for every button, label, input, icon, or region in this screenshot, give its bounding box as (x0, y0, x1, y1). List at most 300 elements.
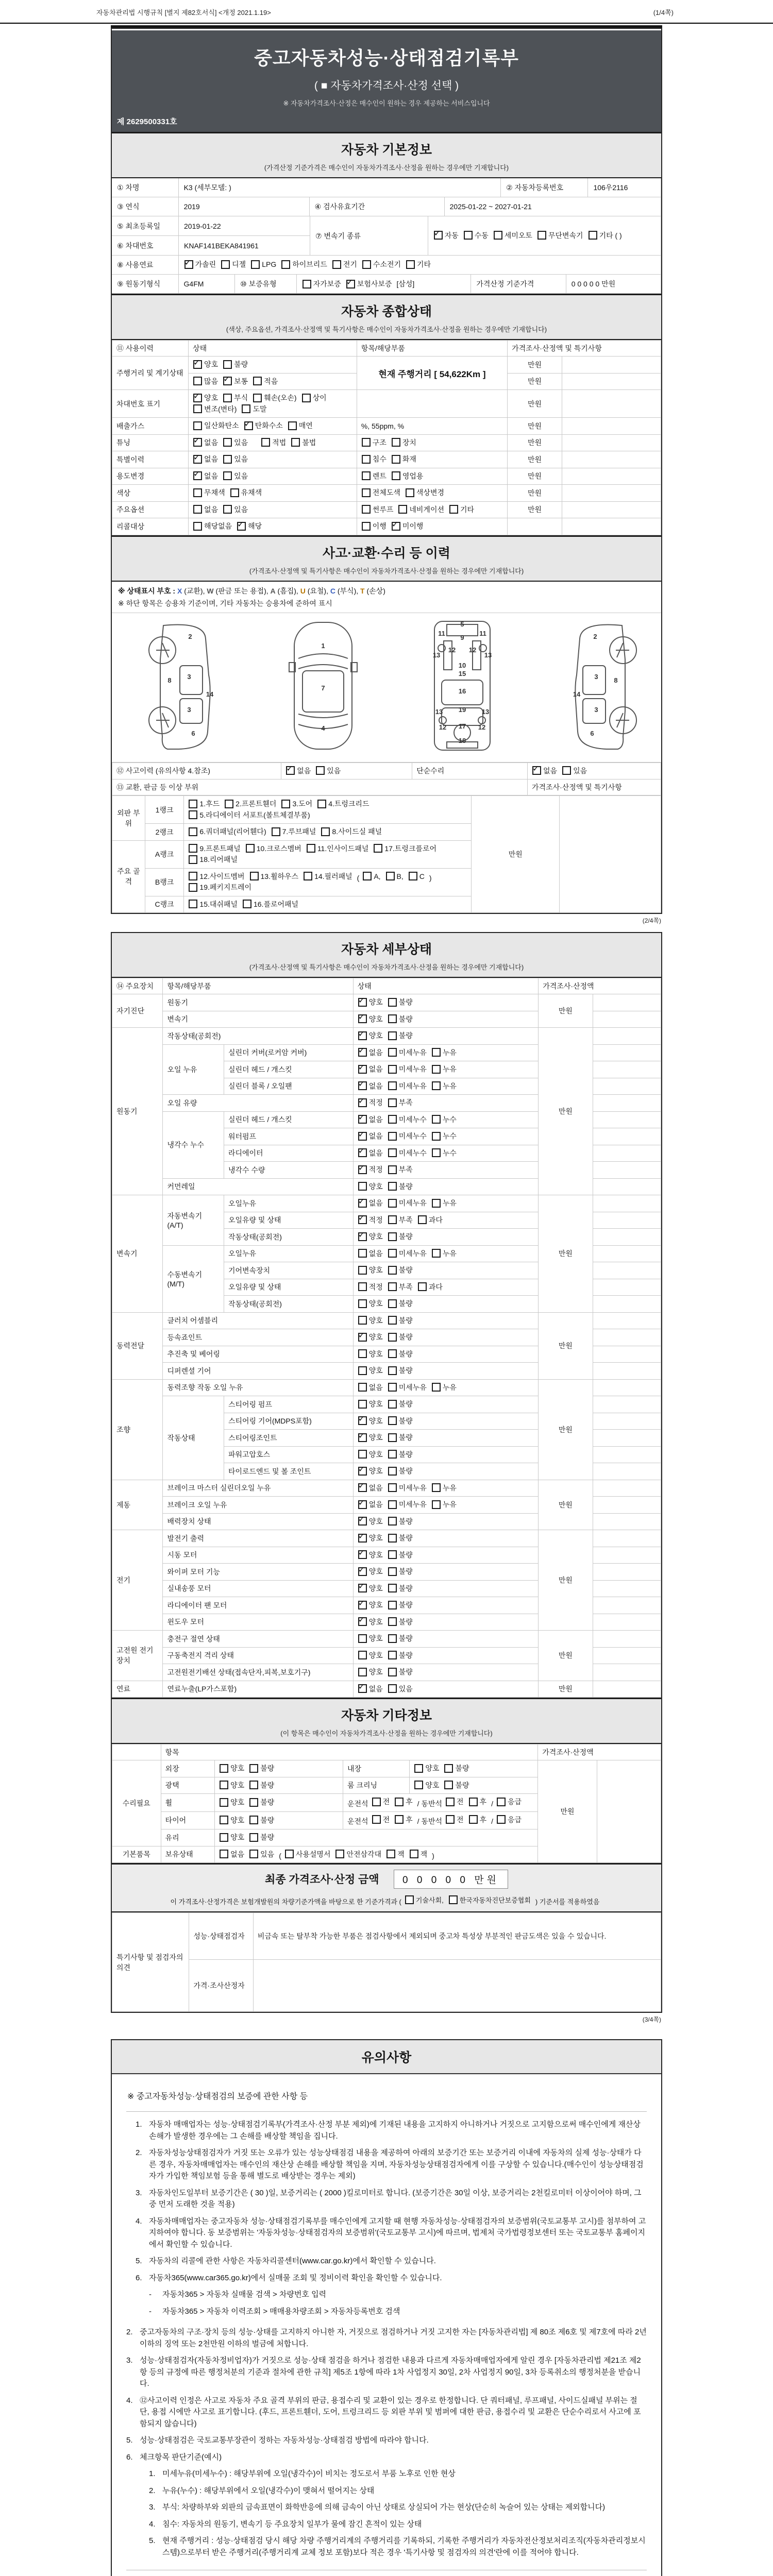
checkbox[interactable] (444, 1781, 453, 1789)
checkbox[interactable] (406, 488, 414, 497)
checkbox[interactable] (358, 1366, 367, 1375)
checkbox[interactable] (537, 231, 546, 240)
parts-cell (184, 824, 472, 841)
checkbox[interactable] (362, 438, 371, 447)
checkbox[interactable] (272, 827, 280, 836)
option-label: 가솔린 (195, 260, 216, 269)
checkbox[interactable] (388, 1601, 397, 1609)
checkbox[interactable] (388, 1132, 397, 1141)
checkbox[interactable] (335, 1850, 344, 1858)
checkbox[interactable] (444, 1764, 453, 1773)
checkbox[interactable] (193, 360, 202, 369)
checkbox[interactable] (388, 1500, 397, 1509)
checkbox[interactable] (386, 872, 395, 880)
option-label: 미세누유 (398, 1500, 427, 1509)
checkbox[interactable] (281, 260, 290, 269)
checkbox[interactable] (388, 1366, 397, 1375)
item-label: 충전구 절연 상태 (163, 1631, 353, 1648)
diagram-part-number: 12 (448, 646, 456, 654)
checkbox[interactable] (449, 505, 458, 514)
checkbox[interactable] (249, 1816, 258, 1824)
option-group (193, 471, 253, 482)
rank-label: B랭크 (145, 868, 184, 896)
checkbox[interactable] (464, 231, 473, 240)
option-label: 없음 (368, 1383, 383, 1392)
checkbox[interactable] (358, 1483, 367, 1492)
checkbox[interactable] (388, 1567, 397, 1576)
option-label: 있음 (260, 1850, 275, 1858)
notice-item: 2. 중고자동차의 구조·장치 등의 성능·상태를 고지하지 아니한 자, 거짓으로 점검하거나 거짓 고지한 자는 [자동차관리법] 제 80조 제6호 및 제7호에 따라 2년 이하의 징역 또는 2천만원 이하의 벌금에 처합니다. (126, 2328, 647, 2348)
checkbox[interactable] (317, 800, 326, 808)
item-label: 고전원전기배선 상태(접속단자,피복,보호기구) (163, 1664, 353, 1681)
checkbox[interactable] (434, 231, 443, 240)
checkbox[interactable] (193, 455, 202, 464)
checkbox[interactable] (244, 421, 253, 430)
checkbox[interactable] (388, 1333, 397, 1342)
checkbox[interactable] (223, 471, 232, 480)
checkbox[interactable] (358, 1584, 367, 1592)
checkbox[interactable] (358, 1383, 367, 1392)
checkbox[interactable] (220, 1798, 228, 1807)
legend-token: (요철), (305, 586, 330, 595)
checkbox[interactable] (189, 872, 197, 880)
checkbox[interactable] (358, 1148, 367, 1157)
checkbox[interactable] (372, 1815, 381, 1824)
option-label: 후 (406, 1815, 413, 1824)
checkbox[interactable] (358, 1215, 367, 1224)
checkbox[interactable] (405, 1895, 414, 1904)
checkbox[interactable] (469, 1798, 478, 1806)
status-mark-legend (112, 582, 661, 613)
checkbox[interactable] (251, 260, 260, 269)
checkbox[interactable] (388, 1684, 397, 1693)
checkbox[interactable] (388, 1584, 397, 1592)
checkbox[interactable] (358, 1115, 367, 1124)
checkbox[interactable] (388, 1282, 397, 1291)
option-양호 (219, 1797, 244, 1807)
checkbox[interactable] (388, 1400, 397, 1409)
checkbox[interactable] (189, 855, 197, 864)
checkbox[interactable] (358, 1065, 367, 1074)
checkbox[interactable] (193, 438, 202, 447)
checkbox[interactable] (388, 1416, 397, 1425)
option-없음 (358, 1483, 383, 1493)
checkbox[interactable] (388, 1249, 397, 1258)
checkbox[interactable] (358, 1081, 367, 1090)
checkbox[interactable] (362, 522, 371, 531)
checkbox[interactable] (432, 1081, 441, 1090)
checkbox[interactable] (372, 1798, 381, 1806)
parts-cell (184, 868, 472, 896)
checkbox[interactable] (398, 505, 407, 514)
checkbox[interactable] (288, 421, 297, 430)
checkbox[interactable] (388, 1433, 397, 1442)
checkbox[interactable] (392, 471, 400, 480)
option-label: 미세누유 (398, 1199, 427, 1207)
option-화재 (391, 454, 416, 464)
checkbox[interactable] (388, 1383, 397, 1392)
checkbox[interactable] (358, 1400, 367, 1409)
checkbox[interactable] (388, 1215, 397, 1224)
option-누유 (431, 1248, 457, 1259)
checkbox[interactable] (184, 260, 193, 269)
checkbox[interactable] (409, 872, 417, 880)
field-label: ⑧ 사용연료 (112, 256, 179, 275)
checkbox[interactable] (193, 505, 202, 514)
checkbox[interactable] (358, 1316, 367, 1325)
column-header: ⑪ 사용이력 (112, 341, 189, 357)
option-불량 (249, 1797, 274, 1807)
option-없음 (358, 1684, 383, 1694)
checkbox[interactable] (237, 522, 246, 531)
checkbox[interactable] (358, 1534, 367, 1543)
checkbox[interactable] (346, 280, 355, 289)
checkbox[interactable] (497, 1798, 506, 1806)
option-미세누유 (388, 1081, 427, 1091)
option-label: 구조 (372, 438, 386, 447)
option-양호 (358, 1449, 383, 1460)
rank-label: 1랭크 (145, 796, 184, 824)
note-cell (562, 434, 661, 451)
checkbox[interactable] (358, 1232, 367, 1241)
item-label: 파워고압호스 (224, 1446, 353, 1463)
checkbox[interactable] (388, 1065, 397, 1074)
checkbox[interactable] (358, 1266, 367, 1275)
checkbox[interactable] (388, 1634, 397, 1643)
checkbox[interactable] (388, 1651, 397, 1659)
checkbox[interactable] (285, 1850, 294, 1858)
checkbox[interactable] (388, 1534, 397, 1543)
checkbox[interactable] (388, 1048, 397, 1057)
checkbox[interactable] (388, 1232, 397, 1241)
checkbox[interactable] (432, 1065, 441, 1074)
checkbox[interactable] (243, 900, 251, 908)
base-price-value: 0 0 0 0 0 만원 (566, 275, 661, 294)
option-group (358, 1265, 417, 1276)
option-group (361, 487, 449, 499)
checkbox[interactable] (388, 1668, 397, 1676)
checkbox[interactable] (253, 377, 262, 385)
option-불량 (388, 1449, 413, 1460)
checkbox[interactable] (316, 766, 325, 775)
checkbox[interactable] (388, 1517, 397, 1526)
checkbox[interactable] (363, 872, 372, 880)
checkbox[interactable] (304, 872, 312, 880)
warranty-options (297, 275, 472, 294)
checkbox[interactable] (388, 1483, 397, 1492)
checkbox[interactable] (432, 1483, 441, 1492)
checkbox[interactable] (362, 471, 371, 480)
checkbox[interactable] (358, 1684, 367, 1693)
checkbox[interactable] (388, 1115, 397, 1124)
checkbox[interactable] (497, 1815, 506, 1824)
option-label: 양호 (368, 1031, 383, 1040)
option-5.라디에이터 서포트(볼트체결부품) (188, 810, 310, 820)
option-양호 (358, 1566, 383, 1577)
option-group (358, 1315, 417, 1327)
checkbox[interactable] (249, 1781, 258, 1789)
checkbox[interactable] (249, 1833, 258, 1842)
checkbox[interactable] (358, 1249, 367, 1258)
checkbox[interactable] (249, 1798, 258, 1807)
option-label: 불량 (260, 1781, 275, 1789)
option-label: 없음 (297, 766, 311, 775)
checkbox[interactable] (193, 488, 202, 497)
checkbox[interactable] (589, 231, 597, 240)
checkbox[interactable] (253, 394, 262, 402)
option-group (358, 1231, 417, 1243)
note-cell (593, 1162, 661, 1179)
checkbox[interactable] (388, 1550, 397, 1559)
option-기타 (406, 259, 431, 269)
checkbox[interactable] (261, 438, 270, 447)
checkbox[interactable] (358, 1165, 367, 1174)
checkbox[interactable] (388, 1299, 397, 1308)
checkbox[interactable] (358, 1199, 367, 1208)
checkbox[interactable] (388, 998, 397, 1007)
checkbox[interactable] (432, 1500, 441, 1509)
checkbox[interactable] (246, 844, 255, 853)
price-cell: 만원 (539, 994, 593, 1028)
checkbox[interactable] (321, 827, 330, 836)
checkbox[interactable] (362, 488, 371, 497)
checkbox[interactable] (388, 1450, 397, 1459)
option-label: 부족 (398, 1282, 413, 1291)
checkbox[interactable] (302, 394, 311, 402)
checkbox[interactable] (220, 1850, 228, 1858)
checkbox[interactable] (189, 900, 197, 908)
checkbox[interactable] (358, 1282, 367, 1291)
checkbox[interactable] (388, 1349, 397, 1358)
checkbox[interactable] (388, 1467, 397, 1476)
checkbox[interactable] (374, 844, 382, 853)
checkbox[interactable] (358, 1299, 367, 1308)
checkbox[interactable] (223, 505, 232, 514)
checkbox[interactable] (249, 1764, 258, 1773)
checkbox[interactable] (358, 1550, 367, 1559)
checkbox[interactable] (223, 438, 232, 447)
option-label: 양호 (368, 1299, 383, 1308)
checkbox[interactable] (358, 1517, 367, 1526)
checkbox[interactable] (358, 1601, 367, 1609)
diagram-part-number: 8 (614, 676, 618, 684)
checkbox[interactable] (220, 1816, 228, 1824)
checkbox[interactable] (388, 1014, 397, 1023)
checkbox[interactable] (193, 394, 202, 402)
checkbox[interactable] (432, 1383, 441, 1392)
option-group (193, 393, 344, 415)
checkbox[interactable] (358, 1098, 367, 1107)
option-label: 있음 (234, 471, 248, 480)
option-label: 양호 (204, 360, 219, 368)
checkbox[interactable] (362, 505, 371, 514)
price-cell: 만원 (539, 1681, 593, 1698)
form-note: ※ 자동차가격조사·산정은 매수인이 원하는 경우 제공하는 서비스입니다 (283, 99, 490, 107)
checkbox[interactable] (362, 260, 371, 269)
checkbox[interactable] (358, 1031, 367, 1040)
inline-text: / (491, 1799, 493, 1808)
option-label: 디젤 (232, 260, 246, 269)
column-header: 항목/해당부품 (163, 978, 353, 994)
checkbox[interactable] (392, 455, 400, 464)
checkbox[interactable] (220, 1764, 228, 1773)
checkbox[interactable] (223, 455, 232, 464)
checkbox[interactable] (223, 360, 232, 369)
checkbox[interactable] (432, 1048, 441, 1057)
checkbox[interactable] (223, 377, 232, 385)
item-options (215, 1829, 538, 1846)
option-있음 (223, 471, 248, 481)
option-group (358, 1248, 461, 1260)
option-label: 7.루브패널 (282, 827, 316, 836)
checkbox[interactable] (432, 1199, 441, 1208)
checkbox[interactable] (388, 1316, 397, 1325)
checkbox[interactable] (332, 260, 341, 269)
option-불량 (388, 1583, 413, 1594)
checkbox[interactable] (220, 1781, 228, 1789)
option-label: 해당 (248, 522, 262, 530)
option-불량 (388, 1566, 413, 1577)
option-수소전기 (362, 259, 401, 269)
checkbox[interactable] (193, 377, 202, 385)
item-options (215, 1846, 538, 1863)
checkbox[interactable] (221, 260, 230, 269)
checkbox[interactable] (358, 1132, 367, 1141)
checkbox[interactable] (358, 1467, 367, 1476)
checkbox[interactable] (388, 1617, 397, 1626)
checkbox[interactable] (432, 1148, 441, 1157)
rank-label: A랭크 (145, 840, 184, 868)
checkbox[interactable] (189, 883, 197, 892)
checkbox[interactable] (189, 827, 197, 836)
checkbox[interactable] (286, 766, 295, 775)
option-4.트렁크리드 (317, 799, 369, 809)
checkbox[interactable] (358, 1500, 367, 1509)
option-label: 많음 (204, 377, 219, 385)
checkbox[interactable] (562, 766, 571, 775)
checkbox[interactable] (392, 438, 400, 447)
checkbox[interactable] (395, 1798, 404, 1806)
checkbox[interactable] (362, 455, 371, 464)
checkbox[interactable] (432, 1132, 441, 1141)
checkbox[interactable] (410, 1850, 418, 1858)
option-label: 없음 (204, 471, 219, 480)
option-label: 누수 (442, 1132, 457, 1140)
final-price-note (112, 1893, 661, 1912)
checkbox[interactable] (358, 1182, 367, 1191)
checkbox[interactable] (418, 1215, 427, 1224)
checkbox[interactable] (291, 438, 300, 447)
checkbox[interactable] (446, 1798, 455, 1806)
option-label: 누유 (442, 1199, 457, 1207)
checkbox[interactable] (358, 998, 367, 1007)
checkbox[interactable] (414, 1764, 423, 1773)
checkbox[interactable] (220, 1833, 228, 1842)
checkbox[interactable] (358, 1416, 367, 1425)
checkbox[interactable] (388, 1148, 397, 1157)
checkbox[interactable] (392, 522, 400, 531)
checkbox[interactable] (358, 1433, 367, 1442)
checkbox[interactable] (249, 1850, 258, 1858)
checkbox[interactable] (395, 1815, 404, 1824)
option-group (361, 471, 428, 482)
option-group (193, 454, 253, 465)
checkbox[interactable] (432, 1115, 441, 1124)
checkbox[interactable] (303, 280, 311, 289)
checkbox[interactable] (189, 810, 197, 819)
option-label: 누유 (442, 1383, 457, 1392)
option-label: 양호 (368, 1182, 383, 1191)
checkbox[interactable] (449, 1895, 458, 1904)
checkbox[interactable] (193, 471, 202, 480)
checkbox[interactable] (432, 1249, 441, 1258)
checkbox[interactable] (281, 800, 290, 808)
price-note-header: 가격조사·산정액 및 특기사항 (528, 779, 661, 795)
checkbox[interactable] (388, 1182, 397, 1191)
checkbox[interactable] (358, 1634, 367, 1643)
checkbox[interactable] (414, 1781, 423, 1789)
checkbox[interactable] (358, 1567, 367, 1576)
checkbox[interactable] (388, 1098, 397, 1107)
checkbox[interactable] (494, 231, 502, 240)
checkbox[interactable] (250, 872, 259, 880)
checkbox[interactable] (358, 1450, 367, 1459)
checkbox[interactable] (388, 1081, 397, 1090)
checkbox[interactable] (358, 1349, 367, 1358)
checkbox[interactable] (358, 1333, 367, 1342)
checkbox[interactable] (388, 1199, 397, 1208)
checkbox[interactable] (193, 404, 202, 413)
checkbox[interactable] (230, 488, 239, 497)
item-options (215, 1777, 343, 1794)
option-group (358, 1030, 417, 1042)
checkbox[interactable] (193, 421, 202, 430)
diagram-part-number: 3 (594, 705, 598, 714)
option-label: 10.크로스멤버 (256, 844, 301, 853)
checkbox[interactable] (388, 1266, 397, 1275)
checkbox[interactable] (358, 1617, 367, 1626)
checkbox[interactable] (358, 1014, 367, 1023)
checkbox[interactable] (469, 1815, 478, 1824)
device-group-label: 동력전달 (112, 1312, 163, 1379)
checkbox[interactable] (358, 1651, 367, 1659)
option-label: 불량 (260, 1764, 275, 1772)
checkbox[interactable] (223, 394, 232, 402)
option-group (361, 437, 421, 449)
option-없음 (285, 766, 311, 776)
checkbox[interactable] (532, 766, 541, 775)
checkbox[interactable] (446, 1815, 455, 1824)
checkbox[interactable] (406, 260, 415, 269)
checkbox[interactable] (189, 800, 197, 808)
checkbox[interactable] (242, 404, 250, 413)
checkbox[interactable] (225, 800, 233, 808)
checkbox[interactable] (358, 1048, 367, 1057)
checkbox[interactable] (386, 1850, 395, 1858)
checkbox[interactable] (388, 1031, 397, 1040)
section-basic-info (112, 132, 661, 178)
checkbox[interactable] (388, 1165, 397, 1174)
checkbox[interactable] (307, 844, 315, 853)
option-group (261, 437, 321, 449)
checkbox[interactable] (418, 1282, 427, 1291)
option-label: 불량 (398, 1266, 413, 1274)
option-양호 (358, 1617, 383, 1627)
checkbox[interactable] (189, 844, 197, 853)
option-group (219, 1832, 279, 1843)
checkbox[interactable] (193, 522, 202, 531)
checkbox[interactable] (358, 1668, 367, 1676)
